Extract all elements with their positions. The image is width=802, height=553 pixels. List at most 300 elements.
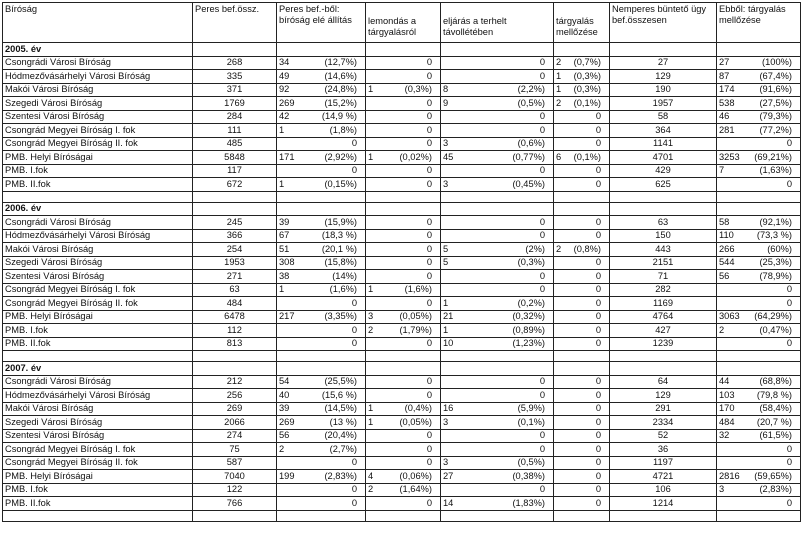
of-which-value: (77,2%): [759, 124, 792, 135]
waiver-value: 0: [426, 230, 432, 241]
nonlitigious-total: 1197: [610, 456, 717, 470]
of-which: [717, 429, 801, 443]
of-which-count: 56: [719, 270, 730, 281]
court-name: Csongrád Megyei Bíróság I. fok: [3, 283, 193, 297]
of-which-value: 0: [786, 443, 792, 454]
of-which: [717, 416, 801, 430]
court-name: PMB. I.fok: [3, 324, 193, 338]
absentia: [441, 456, 554, 470]
table-row: [3, 324, 801, 338]
nonlitigious-total: 1169: [610, 297, 717, 311]
absentia-value: 0: [539, 430, 545, 441]
court-name: Szentesi Városi Bíróság: [3, 270, 193, 284]
of-which: [717, 402, 801, 416]
absentia: [441, 324, 554, 338]
waiver-value: (0,02%): [399, 151, 432, 162]
waiver: [366, 283, 441, 297]
of-which-value: (25,3%): [759, 257, 792, 268]
court-before: [277, 470, 366, 484]
court-before: [277, 456, 366, 470]
absentia-value: (0,3%): [517, 257, 545, 268]
pending-total: 122: [193, 483, 277, 497]
absentia: [441, 297, 554, 311]
table-row: [3, 416, 801, 430]
trial-omitted-value: 0: [595, 470, 601, 481]
court-before: [277, 56, 366, 70]
absentia: [441, 83, 554, 97]
table-row: [3, 270, 801, 284]
table-row: [3, 375, 801, 389]
pending-total: 63: [193, 283, 277, 297]
trial-omitted-value: 0: [595, 178, 601, 189]
pending-total: 268: [193, 56, 277, 70]
header-trial-omitted: [554, 3, 610, 43]
absentia-value: 0: [539, 70, 545, 81]
of-which-value: (2,83%): [759, 484, 792, 495]
trial-omitted: [554, 283, 610, 297]
section-title: 2007. év: [3, 362, 193, 376]
court-before: [277, 389, 366, 403]
of-which: [717, 324, 801, 338]
of-which-count: 7: [719, 165, 725, 176]
court-before: [277, 164, 366, 178]
table-row: [3, 337, 801, 351]
waiver-value: 0: [426, 138, 432, 149]
of-which: [717, 229, 801, 243]
trial-omitted: [554, 124, 610, 138]
absentia: [441, 56, 554, 70]
court-before-count: 51: [279, 243, 290, 254]
empty-cell: [441, 362, 554, 376]
nonlitigious-total: 1141: [610, 137, 717, 151]
empty-cell: [441, 191, 554, 202]
trial-omitted-value: 0: [595, 484, 601, 495]
absentia: [441, 243, 554, 257]
court-before-value: (24,8%): [324, 84, 357, 95]
court-before: [277, 402, 366, 416]
table-row: [3, 310, 801, 324]
empty-cell: [193, 362, 277, 376]
empty-cell: [441, 351, 554, 362]
nonlitigious-total: 1239: [610, 337, 717, 351]
court-before-count: 67: [279, 230, 290, 241]
nonlitigious-total: 2334: [610, 416, 717, 430]
waiver-value: 0: [426, 376, 432, 387]
trial-omitted-value: 0: [595, 111, 601, 122]
absentia-value: 0: [539, 216, 545, 227]
nonlitigious-total: 4721: [610, 470, 717, 484]
nonlitigious-total: 71: [610, 270, 717, 284]
court-before-count: 39: [279, 216, 290, 227]
empty-cell: [277, 191, 366, 202]
of-which-count: 2: [719, 324, 725, 335]
of-which: [717, 137, 801, 151]
trial-omitted: [554, 337, 610, 351]
absentia: [441, 483, 554, 497]
empty-cell: [366, 510, 441, 521]
waiver: [366, 56, 441, 70]
of-which-value: (92,1%): [759, 216, 792, 227]
waiver-count: 1: [368, 403, 374, 414]
absentia: [441, 470, 554, 484]
header-absentia: [441, 3, 554, 43]
header-absentia-text: eljárás a terhelt távollétében: [443, 16, 507, 37]
nonlitigious-total: 443: [610, 243, 717, 257]
pending-total: 371: [193, 83, 277, 97]
waiver: [366, 470, 441, 484]
court-before: [277, 137, 366, 151]
table-row: [3, 164, 801, 178]
waiver-count: 2: [368, 324, 374, 335]
blank-row: [3, 351, 801, 362]
court-before: [277, 229, 366, 243]
of-which: [717, 470, 801, 484]
waiver: [366, 137, 441, 151]
court-name: PMB. II.fok: [3, 497, 193, 511]
trial-omitted-value: (0,3%): [573, 84, 601, 95]
empty-cell: [717, 351, 801, 362]
trial-omitted-value: 0: [595, 297, 601, 308]
of-which-value: (73,3 %): [756, 230, 792, 241]
of-which-value: (59,65%): [754, 470, 792, 481]
waiver: [366, 297, 441, 311]
empty-cell: [366, 362, 441, 376]
waiver-value: (0,05%): [399, 416, 432, 427]
court-statistics-table: [2, 2, 801, 522]
empty-cell: [610, 510, 717, 521]
nonlitigious-total: 190: [610, 83, 717, 97]
absentia: [441, 389, 554, 403]
waiver-count: 1: [368, 84, 374, 95]
trial-omitted-value: 0: [595, 403, 601, 414]
table-row: [3, 216, 801, 230]
waiver-value: 0: [426, 165, 432, 176]
of-which-value: (67,4%): [759, 70, 792, 81]
court-before-value: (18,3 %): [321, 230, 357, 241]
table-row: [3, 124, 801, 138]
table-row: [3, 178, 801, 192]
court-before-value: (14,6%): [324, 70, 357, 81]
nonlitigious-total: 282: [610, 283, 717, 297]
waiver: [366, 443, 441, 457]
empty-cell: [554, 191, 610, 202]
pending-total: 117: [193, 164, 277, 178]
table-row: [3, 429, 801, 443]
trial-omitted-value: 0: [595, 416, 601, 427]
court-before-value: (15,8%): [324, 257, 357, 268]
nonlitigious-total: 129: [610, 70, 717, 84]
of-which-value: (58,4%): [759, 403, 792, 414]
pending-total: 5848: [193, 151, 277, 165]
trial-omitted-value: 0: [595, 284, 601, 295]
waiver: [366, 97, 441, 111]
empty-cell: [717, 191, 801, 202]
waiver-value: 0: [426, 97, 432, 108]
court-before: [277, 151, 366, 165]
absentia-value: (0,32%): [512, 311, 545, 322]
pending-total: 366: [193, 229, 277, 243]
waiver: [366, 324, 441, 338]
waiver-value: 0: [426, 124, 432, 135]
absentia: [441, 178, 554, 192]
court-before-count: 199: [279, 470, 295, 481]
court-before: [277, 443, 366, 457]
empty-cell: [277, 43, 366, 57]
table-row: [3, 389, 801, 403]
absentia: [441, 270, 554, 284]
nonlitigious-total: 106: [610, 483, 717, 497]
pending-total: 672: [193, 178, 277, 192]
court-before-value: (20,1 %): [321, 243, 357, 254]
court-name: Szegedi Városi Bíróság: [3, 256, 193, 270]
court-before: [277, 110, 366, 124]
court-before: [277, 310, 366, 324]
court-before: [277, 416, 366, 430]
court-before-value: 0: [351, 165, 357, 176]
nonlitigious-total: 2151: [610, 256, 717, 270]
table-row: [3, 483, 801, 497]
trial-omitted-value: 0: [595, 430, 601, 441]
waiver-value: 0: [426, 338, 432, 349]
empty-cell: [193, 510, 277, 521]
waiver-value: (1,79%): [399, 324, 432, 335]
header-of-which: Ebből: tárgyalás mellőzése: [717, 3, 801, 43]
of-which: [717, 178, 801, 192]
table-row: [3, 151, 801, 165]
trial-omitted: [554, 270, 610, 284]
table-row: [3, 83, 801, 97]
trial-omitted: [554, 456, 610, 470]
waiver-value: (0,4%): [404, 403, 432, 414]
absentia: [441, 429, 554, 443]
empty-cell: [277, 351, 366, 362]
waiver-value: (0,05%): [399, 311, 432, 322]
pending-total: 212: [193, 375, 277, 389]
pending-total: 274: [193, 429, 277, 443]
nonlitigious-total: 625: [610, 178, 717, 192]
of-which-count: 32: [719, 430, 730, 441]
empty-cell: [717, 510, 801, 521]
empty-cell: [366, 191, 441, 202]
court-before-value: (3,35%): [324, 311, 357, 322]
waiver: [366, 270, 441, 284]
court-name: Csongrádi Városi Bíróság: [3, 375, 193, 389]
waiver: [366, 337, 441, 351]
court-before-count: 49: [279, 70, 290, 81]
court-before: [277, 324, 366, 338]
court-name: PMB. Helyi Bíróságai: [3, 470, 193, 484]
court-name: Csongrád Megyei Bíróság I. fok: [3, 124, 193, 138]
court-before-count: 34: [279, 57, 290, 68]
of-which: [717, 256, 801, 270]
waiver-value: 0: [426, 443, 432, 454]
absentia: [441, 497, 554, 511]
empty-cell: [717, 362, 801, 376]
waiver-value: 0: [426, 257, 432, 268]
waiver: [366, 151, 441, 165]
absentia: [441, 124, 554, 138]
court-name: Hódmezővásárhelyi Városi Bíróság: [3, 229, 193, 243]
pending-total: 111: [193, 124, 277, 138]
waiver-value: 0: [426, 430, 432, 441]
pending-total: 271: [193, 270, 277, 284]
of-which-value: (20,7 %): [756, 416, 792, 427]
absentia-value: (0,5%): [517, 457, 545, 468]
court-name: PMB. I.fok: [3, 483, 193, 497]
absentia-value: 0: [539, 270, 545, 281]
of-which-count: 58: [719, 216, 730, 227]
of-which-count: 3063: [719, 311, 740, 322]
of-which: [717, 283, 801, 297]
court-name: PMB. I.fok: [3, 164, 193, 178]
table-row: [3, 497, 801, 511]
empty-cell: [193, 191, 277, 202]
nonlitigious-total: 27: [610, 56, 717, 70]
trial-omitted-value: 0: [595, 338, 601, 349]
of-which-value: 0: [786, 138, 792, 149]
absentia-count: 9: [443, 97, 449, 108]
trial-omitted-value: 0: [595, 376, 601, 387]
trial-omitted: [554, 97, 610, 111]
court-before: [277, 483, 366, 497]
nonlitigious-total: 291: [610, 402, 717, 416]
court-before-value: 0: [351, 484, 357, 495]
of-which-count: 170: [719, 403, 735, 414]
waiver: [366, 375, 441, 389]
trial-omitted-count: 1: [556, 84, 562, 95]
absentia: [441, 110, 554, 124]
court-before-count: 269: [279, 416, 295, 427]
nonlitigious-total: 63: [610, 216, 717, 230]
absentia-value: (0,2%): [517, 297, 545, 308]
trial-omitted: [554, 70, 610, 84]
waiver: [366, 402, 441, 416]
court-before-count: 269: [279, 97, 295, 108]
waiver-value: 0: [426, 70, 432, 81]
absentia-value: (2%): [525, 243, 545, 254]
of-which-value: (78,9%): [759, 270, 792, 281]
table-row: [3, 283, 801, 297]
of-which-value: 0: [786, 178, 792, 189]
absentia-value: (0,45%): [512, 178, 545, 189]
court-before: [277, 337, 366, 351]
waiver-value: 0: [426, 270, 432, 281]
trial-omitted-value: 0: [595, 497, 601, 508]
absentia-count: 5: [443, 257, 449, 268]
of-which-count: 46: [719, 111, 730, 122]
absentia-count: 3: [443, 178, 449, 189]
court-before: [277, 497, 366, 511]
absentia: [441, 151, 554, 165]
empty-cell: [441, 202, 554, 216]
waiver: [366, 310, 441, 324]
table-row: [3, 456, 801, 470]
waiver-count: 3: [368, 311, 374, 322]
court-before-value: (12,7%): [324, 57, 357, 68]
waiver-value: (0,06%): [399, 470, 432, 481]
court-before: [277, 283, 366, 297]
court-before-value: (14%): [332, 270, 357, 281]
waiver-count: 1: [368, 151, 374, 162]
empty-cell: [554, 362, 610, 376]
trial-omitted: [554, 402, 610, 416]
waiver-value: 0: [426, 111, 432, 122]
blank-row: [3, 510, 801, 521]
court-name: Csongrád Megyei Bíróság I. fok: [3, 443, 193, 457]
header-court-before: Peres bef.-ből: bíróság elé állítás: [277, 3, 366, 43]
absentia-value: (5,9%): [517, 403, 545, 414]
court-before: [277, 124, 366, 138]
empty-cell: [3, 510, 193, 521]
of-which-count: 110: [719, 230, 734, 241]
pending-total: 813: [193, 337, 277, 351]
absentia: [441, 416, 554, 430]
court-before-value: (2,7%): [329, 443, 357, 454]
trial-omitted: [554, 443, 610, 457]
waiver-value: 0: [426, 178, 432, 189]
blank-row: [3, 191, 801, 202]
empty-cell: [193, 351, 277, 362]
trial-omitted-value: 0: [595, 138, 601, 149]
empty-cell: [193, 202, 277, 216]
of-which-count: 174: [719, 84, 735, 95]
court-before-count: 40: [279, 389, 290, 400]
absentia-count: 10: [443, 338, 454, 349]
court-before: [277, 429, 366, 443]
absentia-count: 1: [443, 324, 449, 335]
nonlitigious-total: 429: [610, 164, 717, 178]
of-which: [717, 151, 801, 165]
of-which: [717, 310, 801, 324]
absentia-count: 1: [443, 297, 449, 308]
trial-omitted: [554, 243, 610, 257]
pending-total: 254: [193, 243, 277, 257]
pending-total: 2066: [193, 416, 277, 430]
nonlitigious-total: 129: [610, 389, 717, 403]
court-before-value: (15,6 %): [321, 389, 357, 400]
empty-cell: [717, 43, 801, 57]
absentia-value: 0: [539, 284, 545, 295]
waiver: [366, 216, 441, 230]
trial-omitted-value: 0: [595, 216, 601, 227]
court-before-count: 2: [279, 443, 285, 454]
of-which-count: 266: [719, 243, 735, 254]
of-which: [717, 216, 801, 230]
header-waiver-text: lemondás a tárgyalásról: [368, 16, 417, 37]
trial-omitted: [554, 429, 610, 443]
absentia: [441, 256, 554, 270]
waiver: [366, 124, 441, 138]
court-name: Makói Városi Bíróság: [3, 402, 193, 416]
of-which-value: (64,29%): [754, 311, 792, 322]
nonlitigious-total: 150: [610, 229, 717, 243]
court-before: [277, 70, 366, 84]
court-name: PMB. Helyi Bíróságai: [3, 310, 193, 324]
court-before-value: (2,92%): [324, 151, 357, 162]
pending-total: 75: [193, 443, 277, 457]
court-before-count: 1: [279, 178, 285, 189]
of-which: [717, 456, 801, 470]
waiver-value: 0: [426, 297, 432, 308]
nonlitigious-total: 64: [610, 375, 717, 389]
absentia-value: (0,1%): [517, 416, 545, 427]
absentia-count: 3: [443, 138, 449, 149]
of-which-count: 544: [719, 257, 735, 268]
pending-total: 112: [193, 324, 277, 338]
court-before: [277, 256, 366, 270]
waiver: [366, 456, 441, 470]
nonlitigious-total: 1957: [610, 97, 717, 111]
